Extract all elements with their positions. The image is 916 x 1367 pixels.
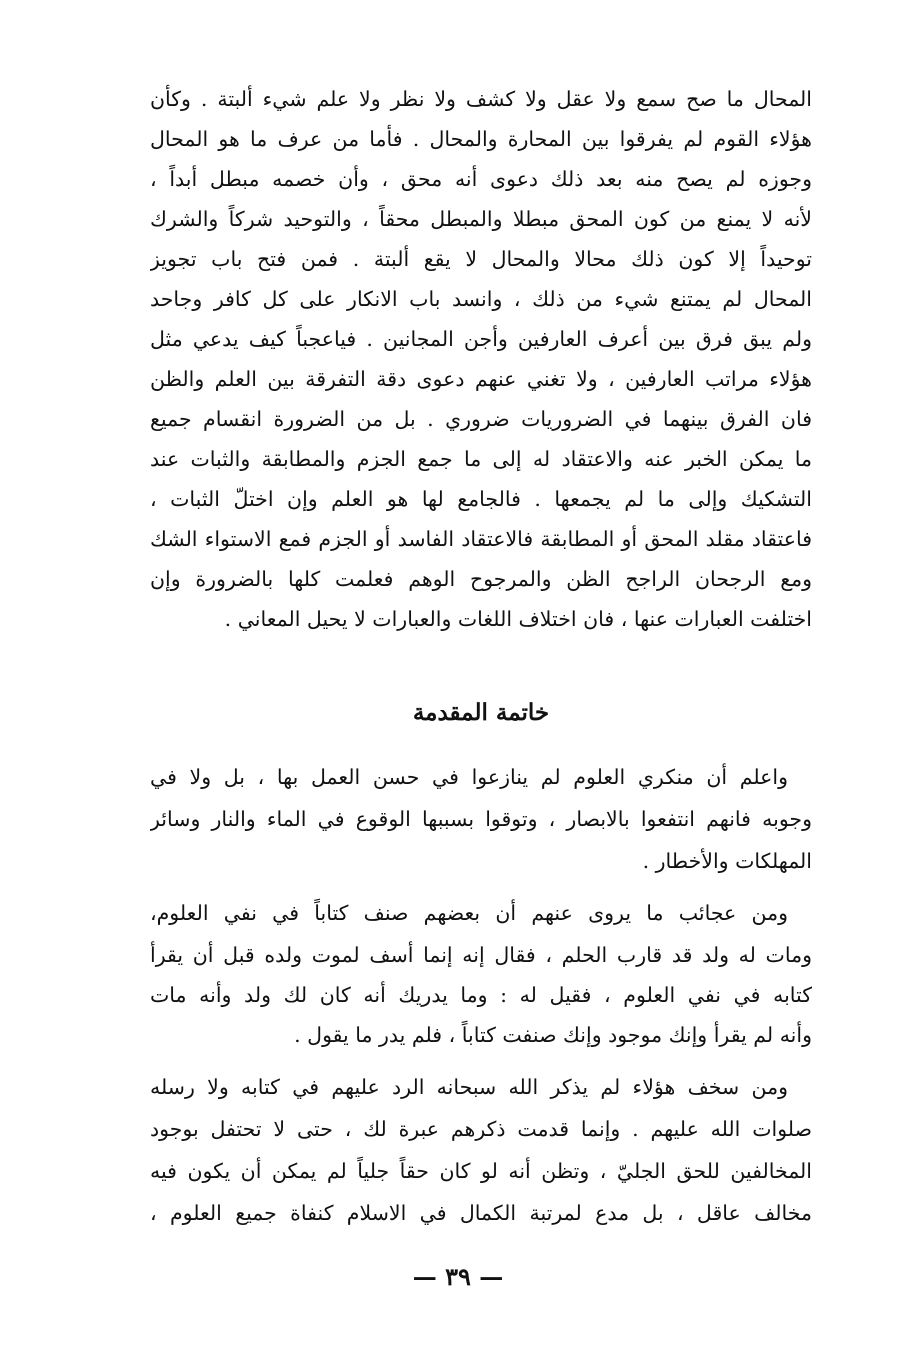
text-line: التشكيك وإلى ما لم يجمعها . فالجامع لها هو العلم وإن اختلّ الثبات ، bbox=[150, 487, 812, 511]
text-line: ولم يبق فرق بين أعرف العارفين وأجن المجانين . فياعجباً كيف يدعي مثل bbox=[150, 327, 812, 351]
section-heading: خاتمة المقدمة bbox=[412, 699, 550, 726]
text-line: فاعتقاد مقلد المحق أو المطابقة فالاعتقاد الفاسد أو الجزم فمع الاستواء الشك bbox=[150, 527, 812, 551]
text-line: ومع الرجحان الراجح الظن والمرجوح الوهم فعلمت كلها بالضرورة وإن bbox=[150, 567, 812, 591]
text-line: المهلكات والأخطار . bbox=[642, 849, 812, 873]
text-line: صلوات الله عليهم . وإنما قدمت ذكرهم عبرة لك ، حتى لا تحتفل بوجود bbox=[150, 1117, 812, 1141]
text-line: مخالف عاقل ، بل مدع لمرتبة الكمال في الاسلام كنفاة جميع العلوم ، bbox=[150, 1201, 812, 1225]
page-number: — ٣٩ — bbox=[412, 1262, 504, 1291]
text-line: كتابه في نفي العلوم ، فقيل له : وما يدريك أنه كان لك ولد وأنه مات bbox=[150, 983, 812, 1007]
text-line: وجوزه لم يصح منه بعد ذلك دعوى أنه محق ، وأن خصمه مبطل أبداً ، bbox=[150, 167, 812, 191]
text-line: المحال لم يمتنع شيء من ذلك ، وانسد باب الانكار على كل كافر وجاحد bbox=[150, 287, 812, 311]
text-line: المخالفين للحق الجليّ ، وتظن أنه لو كان حقاً جلياً لم يمكن أن يكون فيه bbox=[150, 1159, 812, 1183]
text-line: المحال ما صح سمع ولا عقل ولا كشف ولا نظر ولا علم شيء ألبتة . وكأن bbox=[150, 87, 812, 111]
text-line: هؤلاء القوم لم يفرقوا بين المحارة والمحال . فأما من عرف ما هو المحال bbox=[150, 127, 812, 151]
text-line: وأنه لم يقرأ وإنك موجود وإنك صنفت كتاباً ، فلم يدر ما يقول . bbox=[294, 1023, 812, 1047]
text-line: وجوبه فانهم انتفعوا بالابصار ، وتوقوا بسببها الوقوع في الماء والنار وسائر bbox=[150, 807, 812, 831]
text-line: توحيداً إلا كون ذلك محالا والمحال لا يقع ألبتة . فمن فتح باب تجويز bbox=[150, 247, 812, 271]
text-line: ومن سخف هؤلاء لم يذكر الله سبحانه الرد عليهم في كتابه ولا رسله bbox=[150, 1075, 788, 1099]
text-line: ومن عجائب ما يروى عنهم أن بعضهم صنف كتاباً في نفي العلوم، bbox=[150, 901, 788, 925]
text-line: ومات له ولد قد قارب الحلم ، فقال إنه إنما أسف لموت ولده قبل أن يقرأ bbox=[150, 943, 812, 967]
text-line: هؤلاء مراتب العارفين ، ولا تغني عنهم دعوى دقة التفرقة بين العلم والظن bbox=[150, 367, 812, 391]
text-line: ما يمكن الخبر عنه والاعتقاد له إلى ما جمع الجزم والمطابقة والثبات عند bbox=[150, 447, 812, 471]
text-line: اختلفت العبارات عنها ، فان اختلاف اللغات والعبارات لا يحيل المعاني . bbox=[224, 607, 812, 631]
text-line: فان الفرق بينهما في الضروريات ضروري . بل من الضرورة انقسام جميع bbox=[150, 407, 812, 431]
text-line: واعلم أن منكري العلوم لم ينازعوا في حسن العمل بها ، بل ولا في bbox=[150, 765, 788, 789]
text-line: لأنه لا يمنع من كون المحق مبطلا والمبطل محقاً ، والتوحيد شركاً والشرك bbox=[150, 207, 812, 231]
